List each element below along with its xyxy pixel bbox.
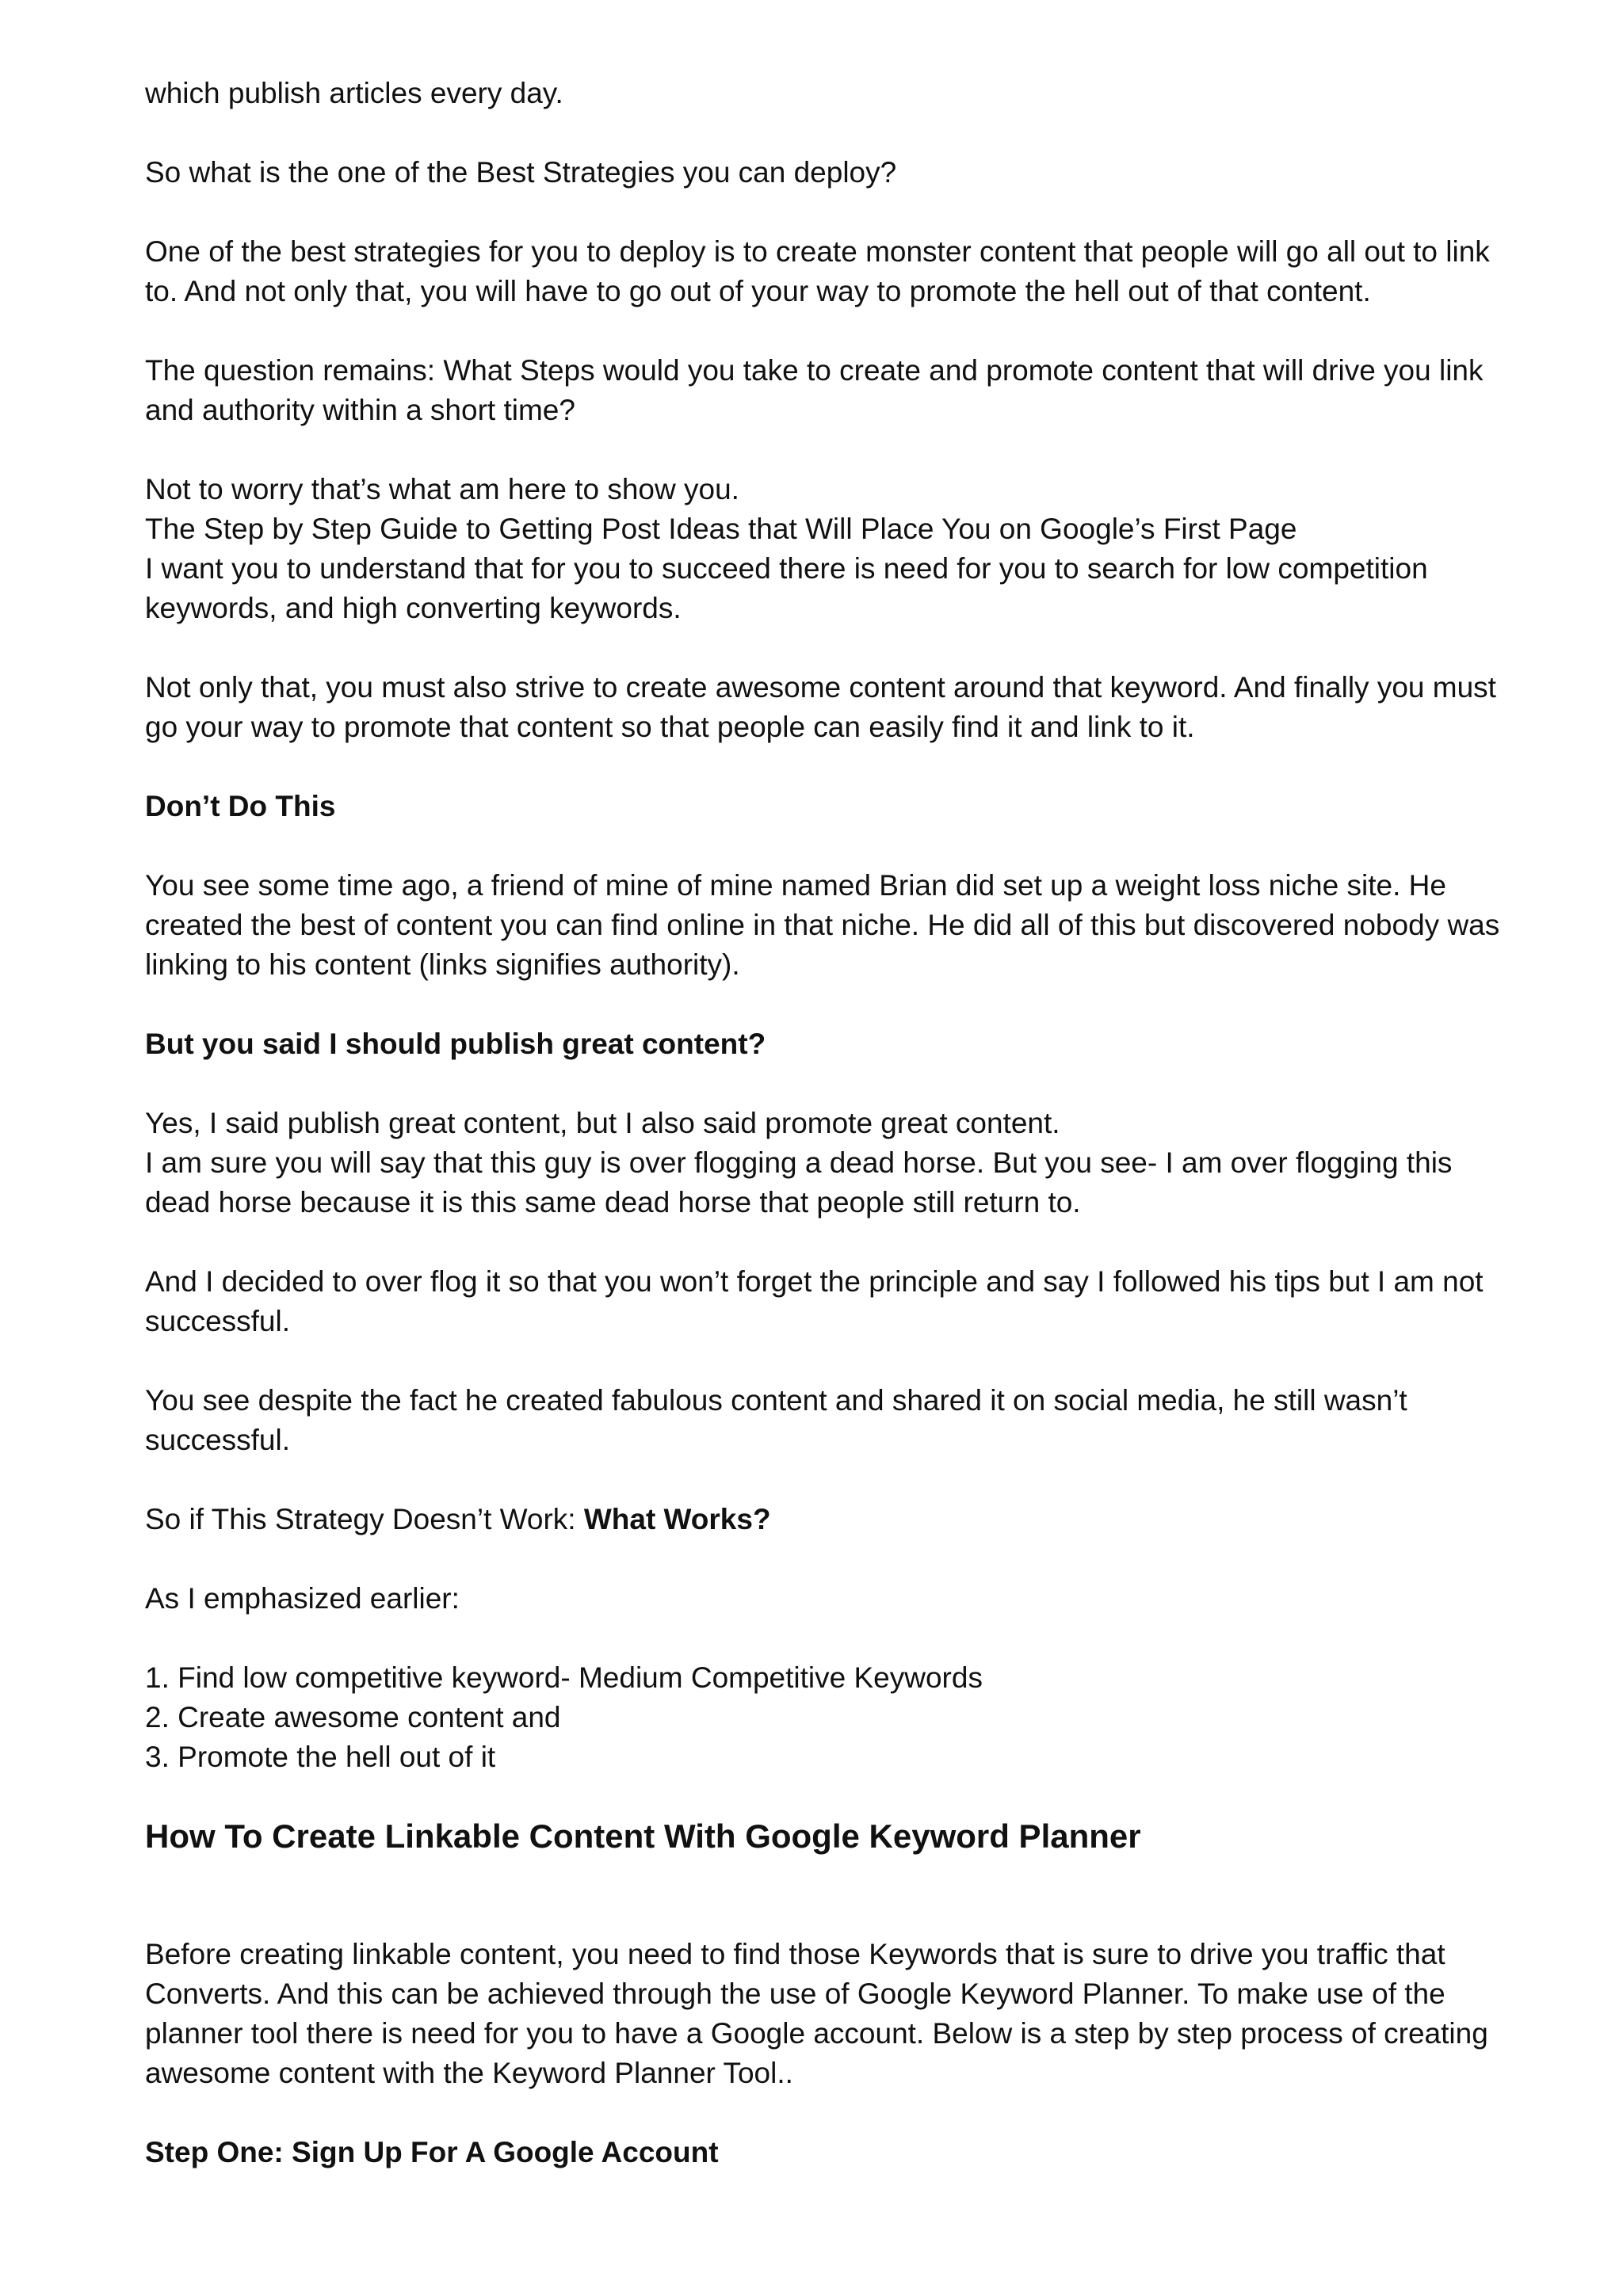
paragraph: So what is the one of the Best Strategies you can deploy? [145, 156, 897, 189]
paragraph: You see despite the fact he created fabulous content and shared it on social media, he still wasn’t successful. [145, 1384, 1407, 1456]
what-works-bold-text: What Works? [583, 1503, 771, 1535]
list-item: 1. Find low competitive keyword- Medium Competitive Keywords [145, 1661, 983, 1694]
document-body [145, 74, 1508, 2212]
paragraph: I want you to understand that for you to succeed there is need for you to search for low competition keywords, and high converting keywords. [145, 552, 1428, 624]
numbered-list [145, 1658, 1508, 1777]
subheading-publish-great-content: But you said I should publish great content? [145, 1028, 766, 1060]
subheading-step-one: Step One: Sign Up For A Google Account [145, 2136, 719, 2168]
paragraph: Not only that, you must also strive to create awesome content around that keyword. And finally you must go your way to promote that content so that people can easily find it and link to it. [145, 671, 1496, 743]
what-works-lead-text: So if This Strategy Doesn’t Work: [145, 1503, 584, 1535]
paragraph: And I decided to over flog it so that you won’t forget the principle and say I followed his tips but I am not successful. [145, 1265, 1484, 1337]
subheading-dont-do-this: Don’t Do This [145, 790, 336, 822]
spacer [145, 1860, 1508, 1935]
paragraph: Not to worry that’s what am here to show you. [145, 473, 739, 505]
section-heading: How To Create Linkable Content With Google Keyword Planner [145, 1817, 1141, 1855]
paragraph: The question remains: What Steps would you take to create and promote content that will drive you link and authority within a short time? [145, 354, 1484, 426]
paragraph: Yes, I said publish great content, but I also said promote great content. [145, 1107, 1060, 1139]
list-item: 3. Promote the hell out of it [145, 1741, 496, 1773]
list-item: 2. Create awesome content and [145, 1701, 561, 1733]
paragraph: I am sure you will say that this guy is over flogging a dead horse. But you see- I am over flogging this dead horse because it is this same dead horse that people still return to. [145, 1146, 1453, 1219]
paragraph: One of the best strategies for you to deploy is to create monster content that people will go all out to link to. And not only that, you will have to go out of your way to promote the hell out of that content. [145, 235, 1490, 307]
guide-title-line: The Step by Step Guide to Getting Post Ideas that Will Place You on Google’s First Page [145, 513, 1297, 545]
paragraph: which publish articles every day. [145, 77, 563, 109]
paragraph: Before creating linkable content, you need to find those Keywords that is sure to drive you traffic that Converts. And this can be achieved through the use of Google Keyword Planner. To make use of the planner tool there is need for you to have a Google account. Below is a step by step process of creating awesome content with the Keyword Planner Tool.. [145, 1938, 1488, 2089]
paragraph: You see some time ago, a friend of mine of mine named Brian did set up a weight loss niche site. He created the best of content you can find online in that niche. He did all of this but discovered nobody was linking to his content (links signifies authority). [145, 869, 1500, 981]
paragraph-what-works [145, 1500, 1508, 1539]
paragraph: As I emphasized earlier: [145, 1582, 460, 1615]
